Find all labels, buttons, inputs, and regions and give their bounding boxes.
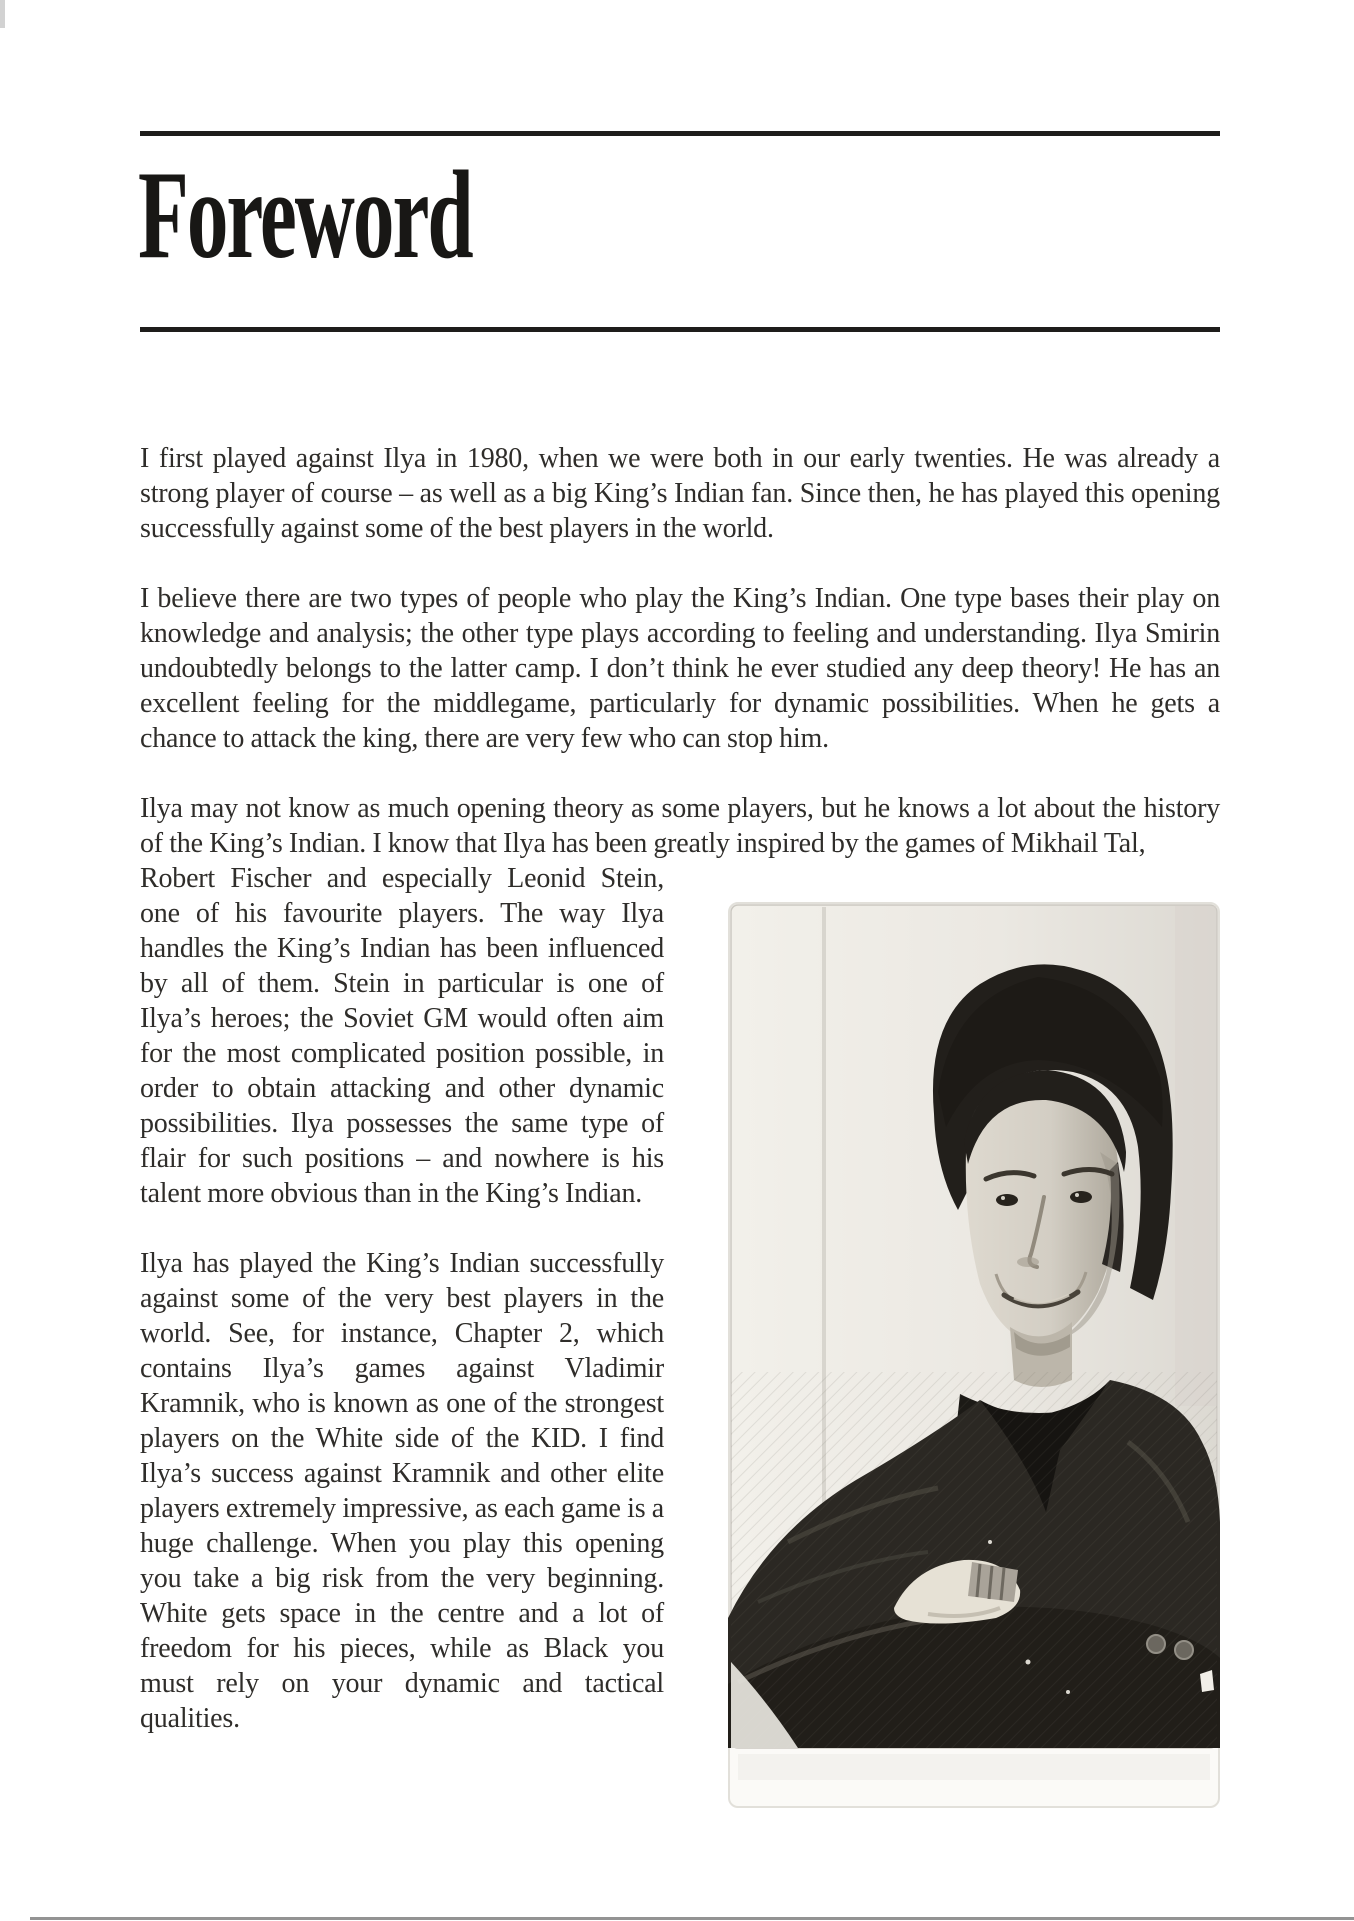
paragraph-1: I first played against Ilya in 1980, when we were both in our early twenties. He was already a strong player of course – as well as a big King’s Indian fan. Since then, he has played this opening successfully against some of the best players in the world.: [140, 443, 1220, 544]
wrapped-text-column: [140, 861, 664, 1736]
paragraph-3-full-width: Ilya may not know as much opening theory as some players, but he knows a lot about the history of the King’s Indian. I know that Ilya has been greatly inspired by the games of Mikhail Tal,: [140, 793, 1220, 859]
paragraph-2: I believe there are two types of people who play the King’s Indian. One type bases their play on knowledge and analysis; the other type plays according to feeling and understanding. Ilya Smirin undoubtedly belongs to the latter camp. I don’t think he ever studied any deep theory! He has an excellent feeling for the middlegame, particularly for dynamic possibilities. When he gets a chance to attack the king, there are very few who can stop him.: [140, 583, 1220, 754]
page-title: Foreword: [138, 146, 472, 285]
title-rule: [140, 327, 1220, 332]
top-rule: [140, 131, 1220, 136]
scan-edge-artifact: [30, 1917, 1354, 1920]
paragraph-3-continued: Robert Fischer and especially Leonid Stein, one of his favourite players. The way Ilya handles the King’s Indian has been influenced by all of them. Stein in particular is one of Ilya’s heroes; the Soviet GM would often aim for the most complicated position possible, in order to obtain attacking and other dynamic possibilities. Ilya possesses the same type of flair for such positions – and nowhere is his talent more obvious than in the King’s Indian.: [140, 863, 664, 1209]
paragraph-4: Ilya has played the King’s Indian successfully against some of the very best players in the world. See, for instance, Chapter 2, which contains Ilya’s games against Vladimir Kramnik, who is known as one of the strongest players on the White side of the KID. I find Ilya’s success against Kramnik and other elite players extremely impressive, as each game is a huge challenge. When you play this opening you take a big risk from the very beginning. White gets space in the centre and a lot of freedom for his pieces, while as Black you must rely on your dynamic and tactical qualities.: [140, 1248, 664, 1734]
scan-corner-artifact: [0, 0, 5, 28]
foreword-text: [140, 441, 1220, 1771]
